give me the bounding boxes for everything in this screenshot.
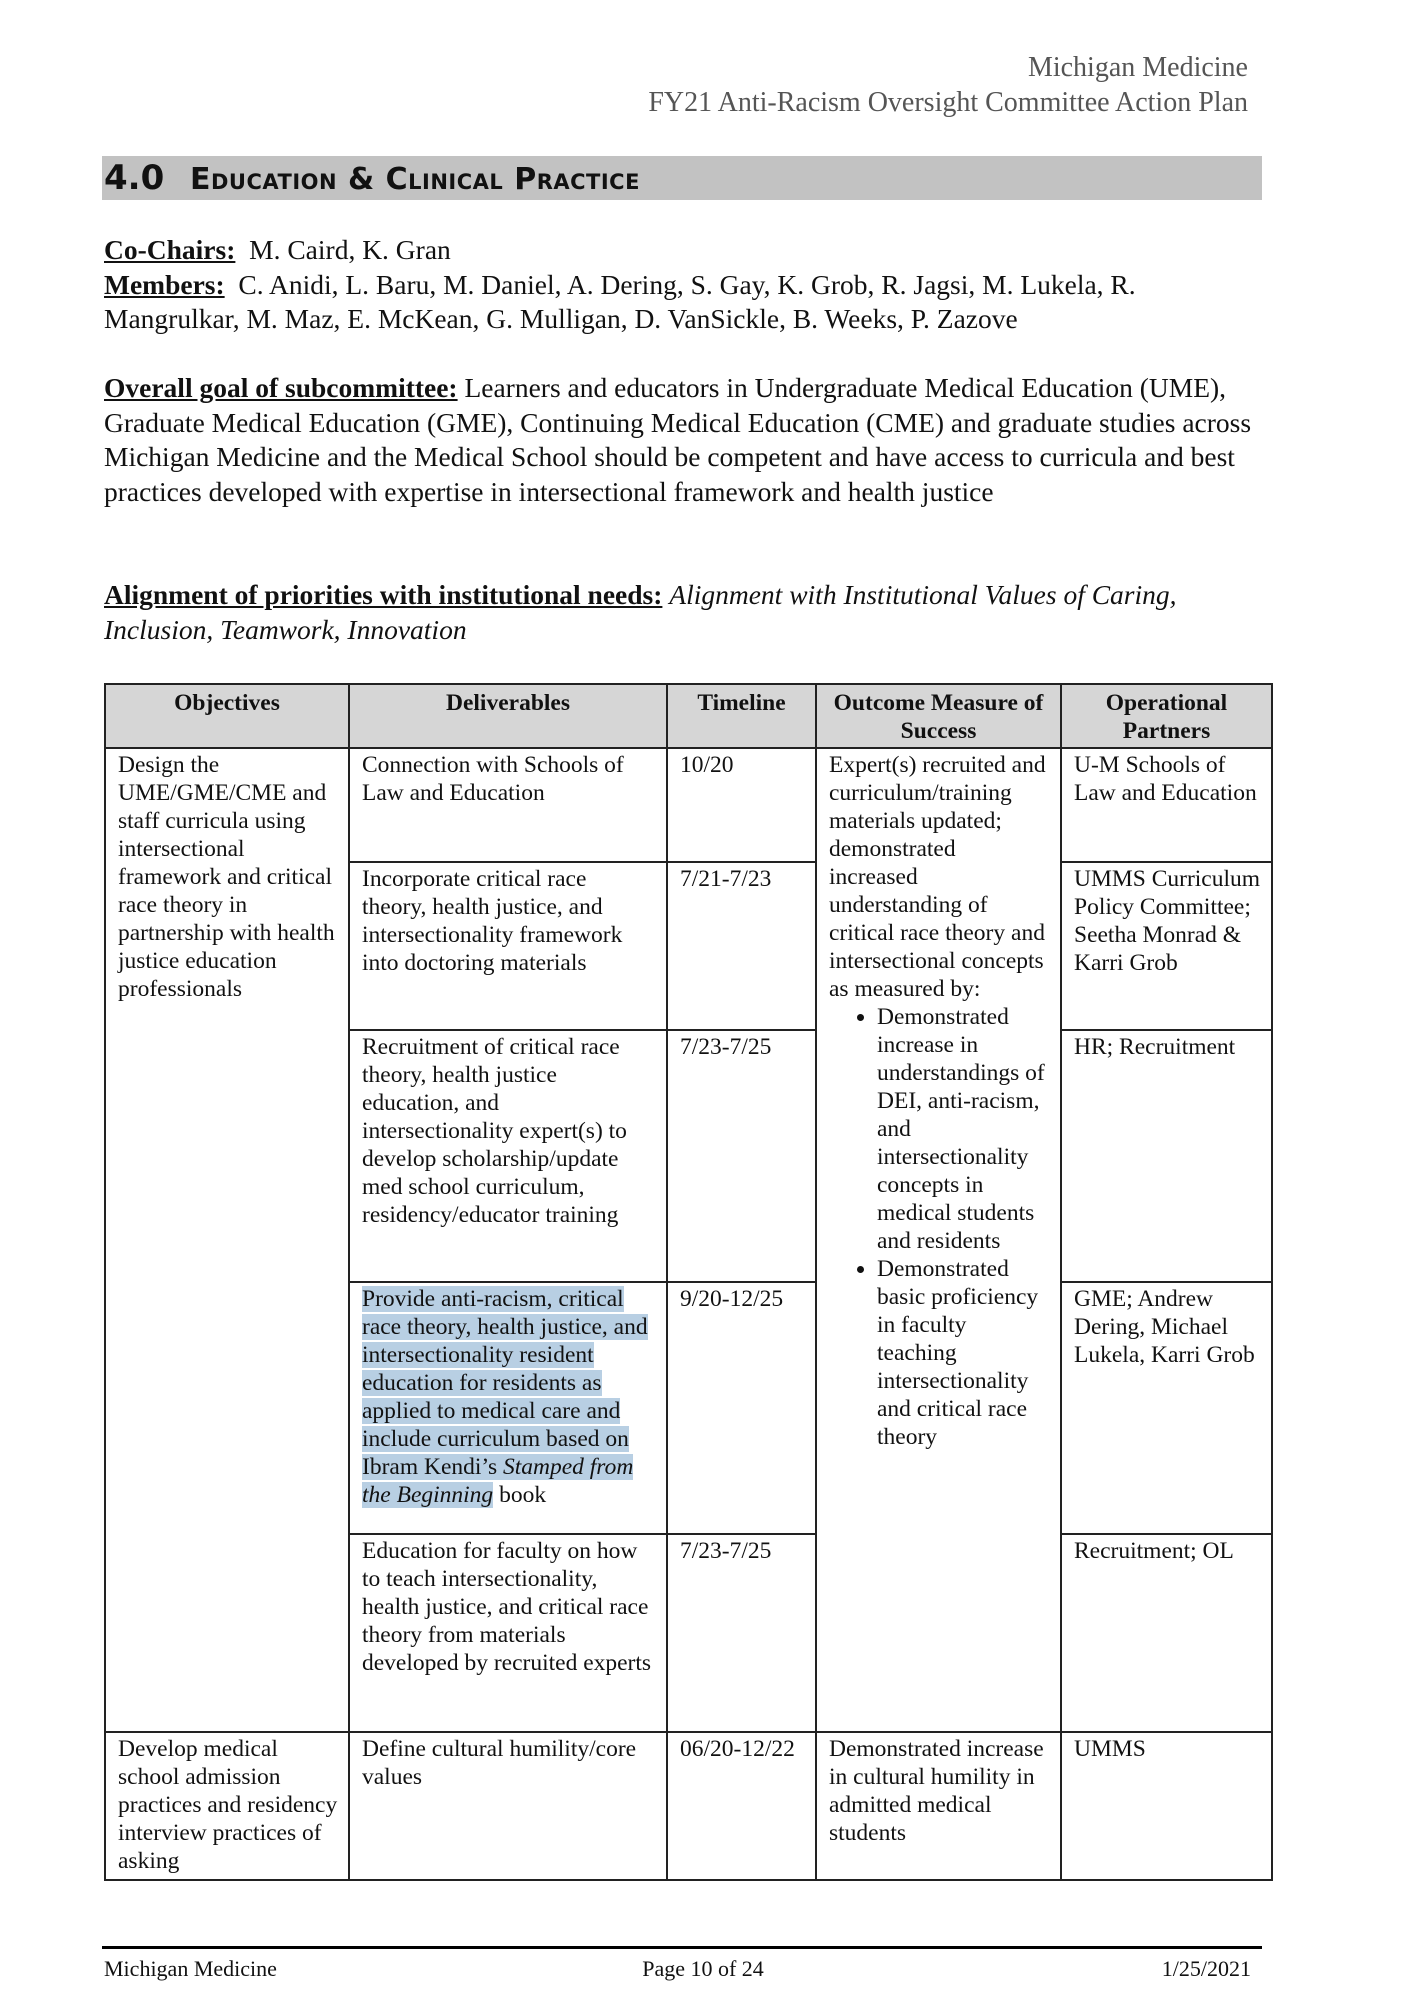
- table-row: [105, 748, 1272, 862]
- outcome-intro: Expert(s) recruited and curriculum/training materials updated; demonstrated increased understanding of critical race theory and intersectional concepts as measured by:: [829, 752, 1046, 1002]
- partners-cell: GME; Andrew Dering, Michael Lukela, Karri Grob: [1061, 1282, 1272, 1534]
- goal-label: Overall goal of subcommittee:: [104, 372, 458, 403]
- timeline-cell: 7/23-7/25: [667, 1030, 816, 1282]
- action-plan-table: [104, 683, 1273, 1881]
- header-deliverables: Deliverables: [349, 684, 667, 748]
- partners-cell: Recruitment; OL: [1061, 1534, 1272, 1732]
- alignment-text: Alignment with Institutional Values of Caring, Inclusion, Teamwork, Innovation: [104, 579, 1177, 645]
- header-timeline: Timeline: [667, 684, 816, 748]
- book-title: Stamped from the Beginning: [362, 1454, 634, 1508]
- timeline-cell: 06/20-12/22: [667, 1732, 816, 1880]
- outcome-bullet-list: [829, 1003, 1050, 1451]
- co-chairs-value: M. Caird, K. Gran: [249, 234, 451, 265]
- section-title: Education & Clinical Practice: [190, 162, 640, 197]
- footer-date: 1/25/2021: [1161, 1956, 1251, 1981]
- footer-org: Michigan Medicine: [104, 1956, 277, 1981]
- deliverable-cell: Recruitment of critical race theory, health justice education, and intersectionality expert(s) to develop scholarship/update med school curriculum, residency/educator training: [349, 1030, 667, 1282]
- footer-divider: [102, 1946, 1262, 1949]
- page-header: [648, 50, 1248, 120]
- deliverable-cell: Incorporate critical race theory, health justice, and intersectionality framework into doctoring materials: [349, 862, 667, 1030]
- section-number: 4.0: [104, 158, 165, 198]
- timeline-cell: 7/23-7/25: [667, 1534, 816, 1732]
- header-org: Michigan Medicine: [1027, 52, 1248, 83]
- objective-cell: Design the UME/GME/CME and staff curricula using intersectional framework and critical race theory in partnership with health justice education professionals: [105, 748, 349, 1732]
- objective-cell: Develop medical school admission practices and residency interview practices of asking: [105, 1732, 349, 1880]
- members-line: [104, 268, 1264, 337]
- table-header-row: [105, 684, 1272, 748]
- members-value: C. Anidi, L. Baru, M. Daniel, A. Dering, S. Gay, K. Grob, R. Jagsi, M. Lukela, R. Mangrulkar, M. Maz, E. McKean, G. Mulligan, D. VanSickle, B. Weeks, P. Zazove: [104, 268, 1136, 334]
- deliverable-cell: [349, 1282, 667, 1534]
- footer-page-number: Page 10 of 24: [642, 1956, 764, 1981]
- co-chairs-label: Co-Chairs:: [104, 234, 236, 265]
- header-partners: Operational Partners: [1061, 684, 1272, 748]
- deliverable-suffix: book: [493, 1482, 547, 1508]
- committee-block: [104, 233, 1264, 337]
- goal-paragraph: [104, 371, 1264, 509]
- deliverable-cell: Connection with Schools of Law and Education: [349, 748, 667, 862]
- timeline-cell: 10/20: [667, 748, 816, 862]
- goal-text: Learners and educators in Undergraduate Medical Education (UME), Graduate Medical Education (GME), Continuing Medical Education (CME) and graduate studies across Michigan Medicine and the Medical School should be competent and have access to curricula and best practices developed with expertise in intersectional framework and health justice: [104, 372, 1252, 507]
- co-chairs-line: [104, 233, 1264, 268]
- table-row: [105, 1732, 1272, 1880]
- outcome-cell: [816, 748, 1061, 1732]
- partners-cell: UMMS Curriculum Policy Committee; Seetha Monrad & Karri Grob: [1061, 862, 1272, 1030]
- timeline-cell: 7/21-7/23: [667, 862, 816, 1030]
- deliverable-cell: Education for faculty on how to teach intersectionality, health justice, and critical race theory from materials developed by recruited experts: [349, 1534, 667, 1732]
- section-heading: [102, 156, 1262, 200]
- outcome-cell: Demonstrated increase in cultural humility in admitted medical students: [816, 1732, 1061, 1880]
- outcome-bullet: • Demonstrated basic proficiency in faculty teaching intersectionality and critical race theory: [877, 1255, 1050, 1451]
- highlighted-deliverable-text: Provide anti-racism, critical race theory, health justice, and intersectionality resident education for residents as applied to medical care and include curriculum based on Ibram Kendi’s: [362, 1286, 648, 1480]
- header-outcome: Outcome Measure of Success: [816, 684, 1061, 748]
- partners-cell: U-M Schools of Law and Education: [1061, 748, 1272, 862]
- members-label: Members:: [104, 268, 225, 300]
- deliverable-cell: Define cultural humility/core values: [349, 1732, 667, 1880]
- header-plan-title: FY21 Anti-Racism Oversight Committee Action Plan: [648, 87, 1248, 118]
- partners-cell: UMMS: [1061, 1732, 1272, 1880]
- outcome-bullet: • Demonstrated increase in understandings of DEI, anti-racism, and intersectionality concepts in medical students and residents: [877, 1003, 1050, 1255]
- alignment-label: Alignment of priorities with institutional needs:: [104, 579, 663, 610]
- header-objectives: Objectives: [105, 684, 349, 748]
- alignment-paragraph: [104, 578, 1264, 647]
- timeline-cell: 9/20-12/25: [667, 1282, 816, 1534]
- partners-cell: HR; Recruitment: [1061, 1030, 1272, 1282]
